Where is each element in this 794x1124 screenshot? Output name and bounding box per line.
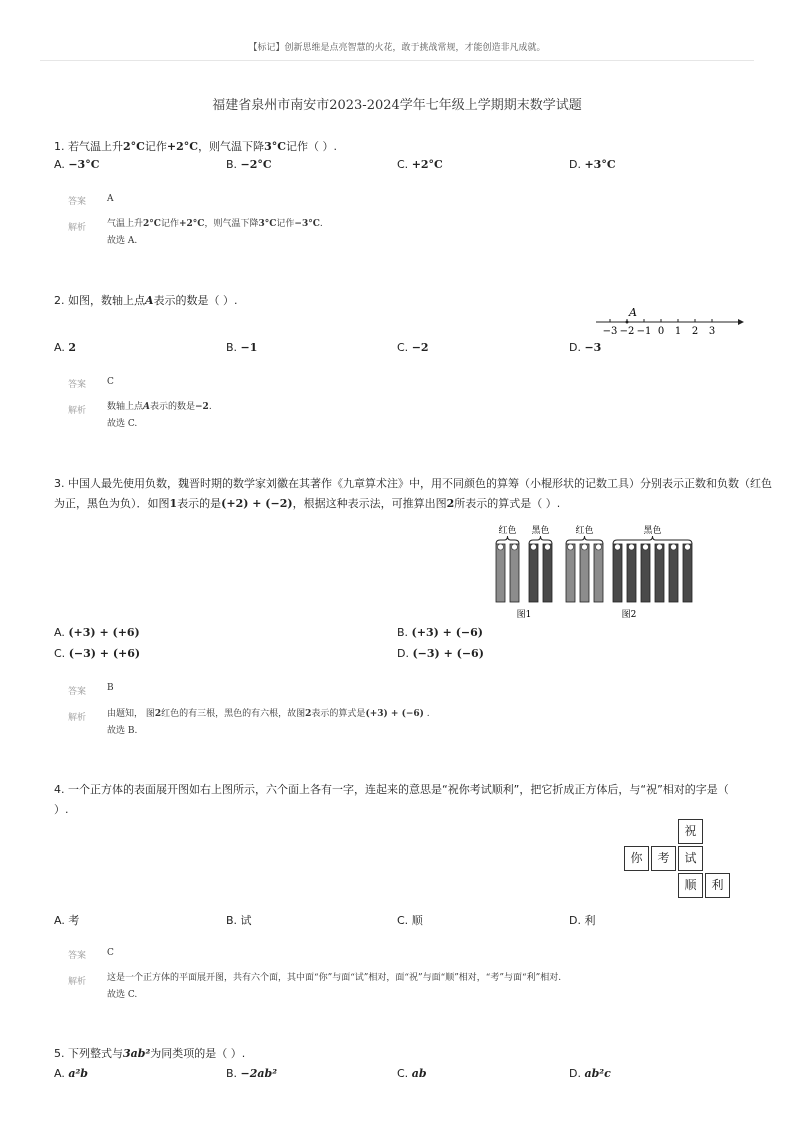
- option-value: 2: [68, 341, 76, 354]
- text: 所表示的算式是（ ）.: [454, 497, 561, 510]
- text: ，根据这种表示法，可推算出图: [292, 497, 447, 510]
- option-letter: D.: [569, 914, 581, 927]
- number-line-arrow: [738, 319, 744, 325]
- q2-option-c: [397, 341, 429, 354]
- q3-option-a: [54, 626, 140, 639]
- q4-option-a: [54, 912, 79, 928]
- figure-caption: 图1: [516, 610, 532, 620]
- text: 2. 如图，数轴上点: [54, 294, 145, 307]
- number-line-tick-label: 0: [657, 326, 665, 337]
- net-cell: 祝: [678, 819, 703, 844]
- math: 3ab²: [123, 1047, 151, 1060]
- question-5-stem: [54, 1045, 245, 1061]
- text: 记作: [160, 219, 179, 229]
- text: 表示的算式是: [311, 709, 366, 719]
- q2-answer-label: 答案: [68, 380, 87, 390]
- text: .: [423, 709, 430, 719]
- rod-group-label: 黑色: [643, 526, 662, 536]
- rod-end-circle: [512, 544, 518, 550]
- text: .: [319, 219, 323, 229]
- option-letter: A.: [54, 1067, 65, 1080]
- option-letter: B.: [226, 158, 238, 171]
- q2-answer: C: [107, 377, 114, 387]
- q5-option-c: [397, 1067, 427, 1080]
- option-letter: A.: [54, 158, 65, 171]
- rods-group: [496, 524, 692, 620]
- q3-option-c: [54, 647, 140, 660]
- stem-line: 3. 中国人最先使用负数，魏晋时期的数学家刘徽在其著作《九章算术注》中，用不同颜色的算筹（小棍形状的记数工具）分别表示正数和负数（红色: [54, 477, 772, 490]
- number-line-tick-label: 2: [691, 326, 699, 337]
- option-value: 顺: [411, 914, 423, 927]
- q1-answer-label: 答案: [68, 197, 87, 207]
- analysis-line: 故选 C.: [107, 419, 138, 429]
- q1-stem-math: 3°C: [264, 140, 286, 153]
- black-rod: [613, 544, 622, 602]
- q5-option-b: [226, 1067, 277, 1080]
- analysis-line: 故选 A.: [107, 236, 138, 246]
- q1-answer: A: [107, 194, 114, 204]
- analysis-line: [107, 706, 430, 723]
- rod-end-circle: [545, 544, 551, 550]
- q3-analysis-label: 解析: [68, 713, 87, 723]
- option-letter: B.: [226, 341, 238, 354]
- q3-option-d: [397, 647, 484, 660]
- rod-end-circle: [671, 544, 677, 550]
- cube-net-figure: [624, 819, 732, 899]
- rod-end-circle: [629, 544, 635, 550]
- text: ，则气温下降: [204, 219, 259, 229]
- rod-group-brace: [613, 536, 692, 544]
- rod-group-brace: [529, 536, 552, 544]
- q1-stem-part: 记作（ ）.: [285, 140, 337, 153]
- q5-option-d: [569, 1067, 611, 1080]
- q5-option-a: [54, 1067, 88, 1080]
- number-line-tick-label: −2: [619, 326, 635, 337]
- option-value: −2°C: [240, 158, 272, 171]
- rod-end-circle: [531, 544, 537, 550]
- option-value: (−3) + (−6): [412, 647, 484, 660]
- q1-stem-part: 记作: [144, 140, 167, 153]
- q1-option-c: [397, 158, 443, 171]
- net-cell: 试: [678, 846, 703, 871]
- text: 红色的有三根，黑色的有六根，故图: [161, 709, 306, 719]
- option-value: −1: [240, 341, 258, 354]
- q4-analysis: [107, 970, 747, 1004]
- page-title: 福建省泉州市南安市2023-2024学年七年级上学期期末数学试题: [212, 98, 582, 113]
- question-3-stem: [54, 474, 772, 514]
- page-motto: 【标记】创新思维是点亮智慧的火花，敢于挑战常规，才能创造非凡成就。: [248, 43, 546, 53]
- option-letter: B.: [397, 626, 409, 639]
- net-cell: 利: [705, 873, 730, 898]
- q2-option-b: [226, 341, 257, 354]
- q2-analysis-label: 解析: [68, 406, 87, 416]
- q4-answer: C: [107, 948, 114, 958]
- number-line-tick-label: −3: [602, 326, 618, 337]
- figure-caption: 图2: [621, 610, 637, 620]
- q1-stem-math: 2°C: [123, 140, 145, 153]
- analysis-line: [107, 399, 212, 416]
- text: 表示的数是: [150, 402, 196, 412]
- q4-option-c: [397, 912, 423, 928]
- math: A: [143, 402, 150, 412]
- q2-analysis: [107, 399, 212, 433]
- text: 由题知， 图: [107, 709, 155, 719]
- option-value: ab²c: [584, 1067, 611, 1080]
- option-letter: B.: [226, 914, 238, 927]
- option-letter: D.: [569, 1067, 581, 1080]
- q1-stem-math: +2°C: [166, 140, 199, 153]
- option-letter: A.: [54, 341, 65, 354]
- option-value: +2°C: [411, 158, 443, 171]
- analysis-line: 这是一个正方体的平面展开图，共有六个面，其中面“你”与面“试”相对，面“祝”与面“顺”相对，“考”与面“利”相对.: [107, 973, 562, 983]
- red-rod: [510, 544, 519, 602]
- rod-end-circle: [498, 544, 504, 550]
- text: 气温上升: [107, 219, 144, 229]
- option-letter: D.: [569, 158, 581, 171]
- option-letter: C.: [397, 914, 409, 927]
- q4-answer-label: 答案: [68, 951, 87, 961]
- analysis-line: 故选 C.: [107, 990, 138, 1000]
- option-value: −3: [584, 341, 602, 354]
- rod-end-circle: [615, 544, 621, 550]
- analysis-line: 故选 B.: [107, 726, 138, 736]
- rod-group-label: 黑色: [531, 526, 550, 536]
- rod-end-circle: [643, 544, 649, 550]
- number-line-tick-label: 3: [708, 326, 716, 337]
- math: 3°C: [258, 219, 277, 229]
- rod-group-brace: [496, 536, 519, 544]
- option-value: (+3) + (+6): [68, 626, 140, 639]
- rod-group-brace: [566, 536, 603, 544]
- black-rod: [529, 544, 538, 602]
- analysis-line: [107, 216, 323, 233]
- text: 表示的是: [177, 497, 222, 510]
- math: 2: [446, 497, 455, 510]
- number-line-point-label: A: [629, 306, 637, 319]
- option-value: −2ab²: [240, 1067, 278, 1080]
- q1-option-a: [54, 158, 99, 171]
- black-rod: [655, 544, 664, 602]
- option-letter: A.: [54, 626, 65, 639]
- q2-option-d: [569, 341, 601, 354]
- q1-option-d: [569, 158, 616, 171]
- math: −3°C: [294, 219, 320, 229]
- rod-end-circle: [596, 544, 602, 550]
- rod-end-circle: [657, 544, 663, 550]
- question-4-stem: [54, 780, 754, 820]
- q3-answer: B: [107, 683, 114, 693]
- q4-analysis-label: 解析: [68, 977, 87, 987]
- option-letter: B.: [226, 1067, 238, 1080]
- number-line-tick-label: −1: [636, 326, 652, 337]
- black-rod: [683, 544, 692, 602]
- option-value: −3°C: [68, 158, 100, 171]
- math: (+3) + (−6): [365, 709, 424, 719]
- q4-option-d: [569, 912, 595, 928]
- counting-rods-figure: [490, 514, 745, 622]
- header-divider: [40, 60, 754, 61]
- stem-line: ）.: [54, 803, 69, 816]
- option-letter: C.: [397, 341, 409, 354]
- question-1-stem: [54, 138, 337, 154]
- math: (+2) + (−2): [221, 497, 293, 510]
- option-value: (+3) + (−6): [411, 626, 483, 639]
- rod-group-label: 红色: [575, 526, 594, 536]
- q2-option-a: [54, 341, 76, 354]
- number-line-figure: [592, 305, 744, 339]
- option-value: (−3) + (+6): [68, 647, 141, 660]
- net-cell: 考: [651, 846, 676, 871]
- black-rod: [627, 544, 636, 602]
- option-letter: A.: [54, 914, 65, 927]
- q3-option-b: [397, 626, 483, 639]
- rod-end-circle: [568, 544, 574, 550]
- net-cell: 顺: [678, 873, 703, 898]
- text: 表示的数是（ ）.: [153, 294, 238, 307]
- option-value: 试: [240, 914, 252, 927]
- black-rod: [543, 544, 552, 602]
- option-letter: C.: [397, 1067, 409, 1080]
- q4-option-b: [226, 912, 252, 928]
- math: 2: [305, 709, 312, 719]
- q3-answer-label: 答案: [68, 687, 87, 697]
- option-value: −2: [411, 341, 429, 354]
- text: .: [208, 402, 212, 412]
- red-rod: [496, 544, 505, 602]
- red-rod: [594, 544, 603, 602]
- option-value: ab: [411, 1067, 427, 1080]
- text: 记作: [276, 219, 295, 229]
- net-cell: 你: [624, 846, 649, 871]
- text: 数轴上点: [107, 402, 144, 412]
- q1-analysis: [107, 216, 323, 250]
- red-rod: [566, 544, 575, 602]
- math: −2: [195, 402, 209, 412]
- rod-end-circle: [582, 544, 588, 550]
- red-rod: [580, 544, 589, 602]
- math: +2°C: [178, 219, 205, 229]
- math: 2: [154, 709, 162, 719]
- option-letter: C.: [397, 158, 409, 171]
- q1-stem-part: 1. 若气温上升: [54, 140, 123, 153]
- math: 2°C: [143, 219, 161, 229]
- rod-end-circle: [685, 544, 691, 550]
- q1-stem-part: ，则气温下降: [198, 140, 265, 153]
- math: A: [145, 294, 154, 307]
- stem-line: [54, 494, 754, 514]
- option-letter: D.: [569, 341, 581, 354]
- q1-option-b: [226, 158, 272, 171]
- text: 5. 下列整式与: [54, 1047, 123, 1060]
- stem-line: 4. 一个正方体的表面展开图如右上图所示，六个面上各有一字，连起来的意思是“祝你考试顺利”，把它折成正方体后，与“祝”相对的字是（: [54, 783, 729, 796]
- text: 为正，黑色为负）．如图: [54, 497, 170, 510]
- option-value: 利: [584, 914, 596, 927]
- option-value: +3°C: [584, 158, 616, 171]
- number-line-point: [626, 321, 629, 324]
- q1-analysis-label: 解析: [68, 223, 87, 233]
- black-rod: [641, 544, 650, 602]
- math: 1: [169, 497, 178, 510]
- option-letter: D.: [397, 647, 409, 660]
- rod-group-label: 红色: [498, 526, 517, 536]
- text: 为同类项的是（ ）.: [150, 1047, 246, 1060]
- question-2-stem: [54, 292, 238, 308]
- option-letter: C.: [54, 647, 66, 660]
- q3-analysis: [107, 706, 430, 740]
- option-value: 考: [68, 914, 80, 927]
- number-line-tick-label: 1: [674, 326, 682, 337]
- black-rod: [669, 544, 678, 602]
- option-value: a²b: [68, 1067, 88, 1080]
